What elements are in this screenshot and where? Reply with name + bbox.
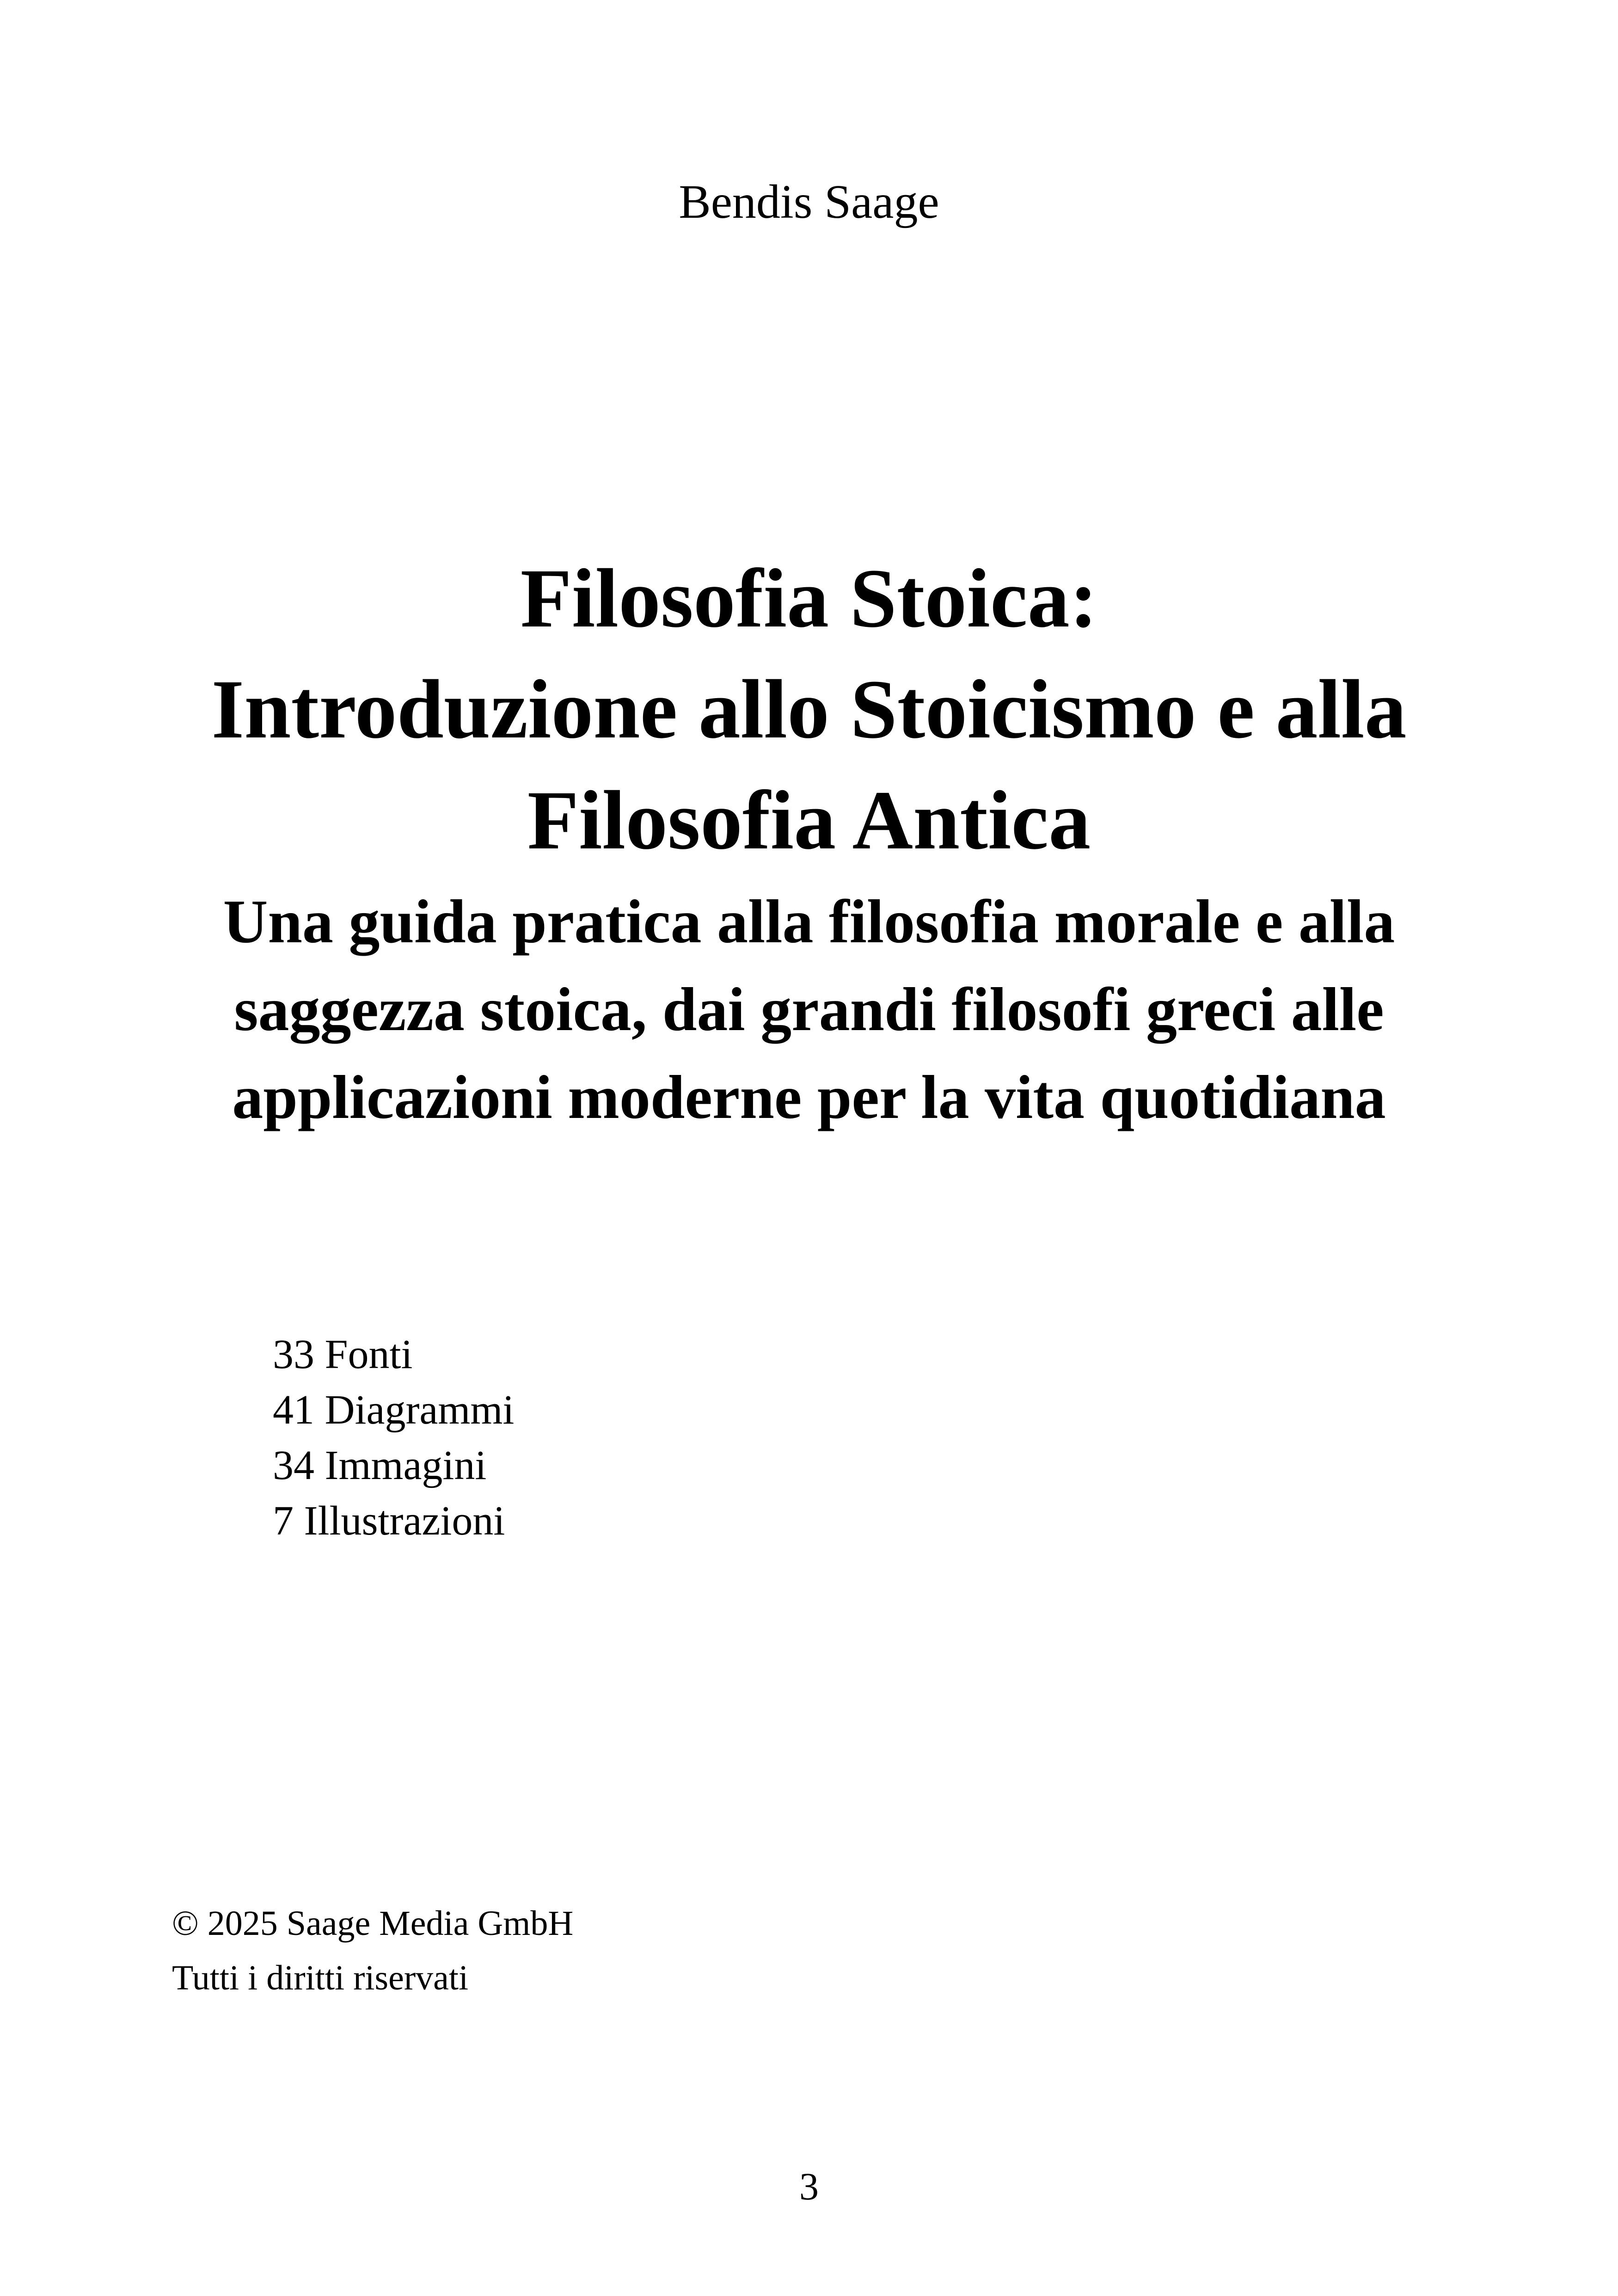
book-title-line-3: Filosofia Antica [527, 774, 1091, 867]
subtitle-line-3: applicazioni moderne per la vita quotidiana [232, 1063, 1386, 1131]
book-title-line-1: Filosofia Stoica: [520, 552, 1098, 645]
copyright-notice: © 2025 Saage Media GmbH [172, 1904, 574, 1943]
stat-illustrations: 7 Illustrazioni [273, 1498, 505, 1544]
page-number: 3 [799, 2165, 819, 2208]
stat-diagrams: 41 Diagrammi [273, 1387, 515, 1433]
content-stats-list [273, 1327, 920, 1549]
book-title-line-2: Introduzione allo Stoicismo e alla [211, 663, 1407, 756]
subtitle-line-2: saggezza stoica, dai grandi filosofi greci alle [234, 975, 1384, 1044]
author-name: Bendis Saage [679, 175, 939, 228]
subtitle-line-1: Una guida pratica alla filosofia morale e alla [223, 887, 1395, 956]
title-block [139, 543, 1479, 1140]
stat-images: 34 Immagini [273, 1443, 487, 1488]
stat-sources: 33 Fonti [273, 1332, 413, 1377]
rights-notice: Tutti i diritti riservati [172, 1958, 469, 1997]
